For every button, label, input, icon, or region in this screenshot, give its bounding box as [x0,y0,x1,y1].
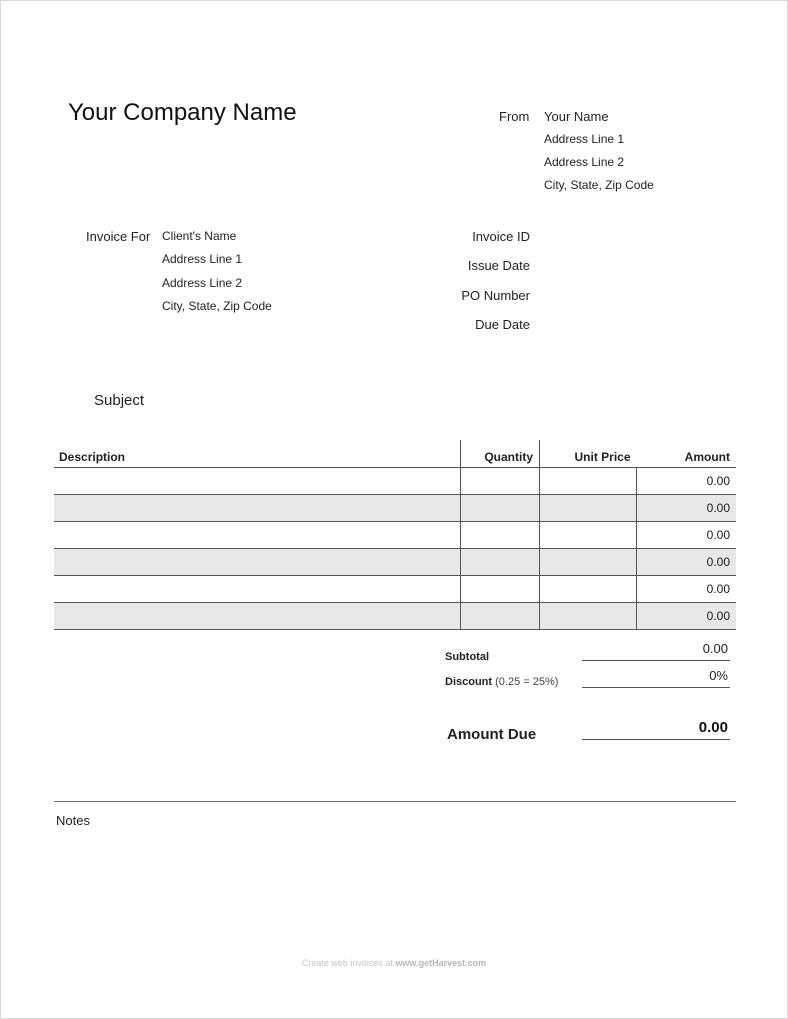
row-description-cell[interactable] [54,549,461,576]
discount-label: Discount [445,676,493,688]
table-row [54,468,736,495]
discount-rule [582,687,730,688]
row-unit-price-cell[interactable] [540,603,637,630]
discount-hint: (0.25 = 25%) [495,676,559,688]
notes-label: Notes [56,813,90,828]
invoice-for-label: Invoice For [86,229,151,244]
amount-due-label: Amount Due [447,726,537,743]
table-row [54,603,736,630]
row-description-cell[interactable] [54,468,461,495]
footer-prefix: Create web invoices at [301,958,393,968]
row-quantity-cell[interactable] [461,468,540,495]
row-amount-cell: 0.00 [637,603,737,630]
from-label: From [499,109,530,124]
table-header-row [54,440,736,468]
quantity-header: Quantity [461,440,540,468]
from-name: Your Name [544,109,609,124]
company-name: Your Company Name [68,99,297,126]
row-unit-price-cell[interactable] [540,549,637,576]
amount-due-value: 0.00 [698,719,728,736]
due-date-label: Due Date [475,317,530,332]
issue-date-label: Issue Date [467,258,530,273]
row-quantity-cell[interactable] [461,576,540,603]
subject-label: Subject [94,392,145,409]
row-description-cell[interactable] [54,576,461,603]
table-row [54,549,736,576]
discount-label-group [445,676,558,688]
table-row [54,522,736,549]
from-address-line-1: Address Line 1 [544,132,625,146]
from-city-state-zip: City, State, Zip Code [544,178,654,192]
subtotal-value: 0.00 [702,641,728,656]
invoice-id-label: Invoice ID [472,229,530,244]
row-amount-cell: 0.00 [637,468,737,495]
discount-value[interactable]: 0% [709,668,728,683]
row-quantity-cell[interactable] [461,522,540,549]
row-amount-cell: 0.00 [637,576,737,603]
row-unit-price-cell[interactable] [540,576,637,603]
line-items-table [54,440,736,630]
row-amount-cell: 0.00 [637,549,737,576]
client-name: Client's Name [162,229,237,243]
row-quantity-cell[interactable] [461,549,540,576]
subtotal-rule [582,660,730,661]
notes-divider [54,801,736,802]
amount-due-rule [582,739,730,740]
row-quantity-cell[interactable] [461,495,540,522]
row-amount-cell: 0.00 [637,495,737,522]
unit-price-header: Unit Price [540,440,637,468]
footer-link[interactable]: www.getHarvest.com [395,958,487,968]
row-unit-price-cell[interactable] [540,495,637,522]
subtotal-label: Subtotal [445,651,489,663]
row-description-cell[interactable] [54,522,461,549]
table-row [54,576,736,603]
row-description-cell[interactable] [54,603,461,630]
client-city-state-zip: City, State, Zip Code [162,299,272,313]
client-address-line-2: Address Line 2 [162,276,243,290]
row-amount-cell: 0.00 [637,522,737,549]
client-address-line-1: Address Line 1 [162,252,243,266]
amount-header: Amount [637,440,737,468]
from-address-line-2: Address Line 2 [544,155,625,169]
description-header: Description [54,440,461,468]
po-number-label: PO Number [461,288,530,303]
row-unit-price-cell[interactable] [540,468,637,495]
row-description-cell[interactable] [54,495,461,522]
row-quantity-cell[interactable] [461,603,540,630]
row-unit-price-cell[interactable] [540,522,637,549]
footer-credit [0,958,788,968]
table-row [54,495,736,522]
